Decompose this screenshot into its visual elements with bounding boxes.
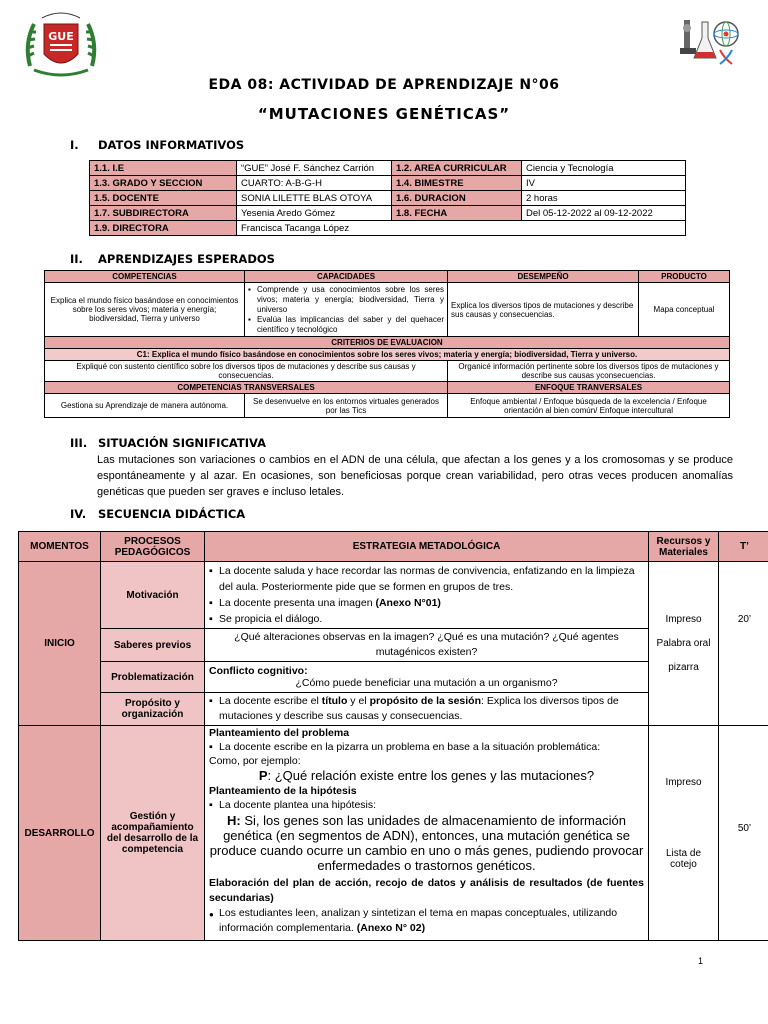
- tiempo-desarrollo: [719, 726, 768, 941]
- table-row: [19, 726, 768, 941]
- text-span: Los estudiantes leen, analizan y sintetizan el tema en mapas conceptuales, utilizando información complementaria.: [219, 907, 618, 934]
- list-item: [209, 694, 644, 724]
- table-cell: 1.4. BIMESTRE: [392, 176, 522, 191]
- page-number: 1: [698, 956, 704, 966]
- column-header: PROCESOS PEDAGÓGICOS: [101, 532, 205, 562]
- criterio-cell: Organicé información pertinente sobre los diversos tipos de mutaciones y describe sus causas yconsecuencias.: [448, 361, 730, 382]
- p-text: : ¿Qué relación existe entre los genes y las mutaciones?: [267, 768, 595, 783]
- table-cell: 1.9. DIRECTORA: [90, 221, 237, 236]
- text-span: La docente escribe el: [219, 695, 322, 707]
- table-cell: Del 05-12-2022 al 09-12-2022: [522, 206, 686, 221]
- competencia-transversal-cell: Se desenvuelve en los entornos virtuales generados por las Tics: [245, 394, 448, 418]
- list-item: [209, 906, 644, 936]
- table-cell: 1.5. DOCENTE: [90, 191, 237, 206]
- table-cell: SONIA LILETTE BLAS OTOYA: [237, 191, 392, 206]
- proposito-cell: [205, 693, 649, 726]
- section-datos-heading: [70, 138, 244, 152]
- column-header: CAPACIDADES: [245, 271, 448, 283]
- proceso-gestion: Gestión y acompañamiento del desarrollo de la competencia: [101, 726, 205, 941]
- plant-hipotesis-title: Planteamiento de la hipótesis: [209, 785, 357, 797]
- section-number: IV.: [70, 507, 87, 521]
- section-number: I.: [70, 138, 79, 152]
- situacion-paragraph: Las mutaciones son variaciones o cambios en el ADN de una célula, que afectan a los genes y a los cromosomas y se produce espontáneamente y al azar. En ocasiones, son beneficiosas porque crean variabilidad, pero otras veces producen anomalías genéticas que pueden ser graves e incluso letales.: [97, 454, 733, 498]
- list-item: ▪ Evalúa las implicancias del saber y del quehacer científico y tecnológico: [248, 315, 444, 335]
- proceso-motivacion: Motivación: [101, 562, 205, 629]
- school-crest-icon: [20, 10, 102, 80]
- producto-cell: Mapa conceptual: [639, 283, 730, 337]
- section-situacion-heading: [70, 436, 266, 450]
- table-row: [45, 394, 730, 418]
- section-secuencia-heading: [70, 507, 245, 521]
- recursos-inicio: [649, 562, 719, 726]
- como-ejemplo: Como, por ejemplo:: [209, 755, 301, 767]
- proceso-saberes: Saberes previos: [101, 629, 205, 662]
- tiempo-value: 50’: [737, 822, 752, 834]
- saberes-text: ¿Qué alteraciones observas en la imagen? ¿Qué es una mutación? ¿Qué agentes mutagénicos existen?: [205, 629, 649, 662]
- table-row: [45, 337, 730, 349]
- recurso-item: Lista de cotejo: [665, 847, 702, 870]
- tiempo-inicio: [719, 562, 768, 726]
- aprendizajes-table: [44, 270, 730, 418]
- text-span: y el: [347, 695, 370, 707]
- list-item-text: La docente presenta una imagen: [219, 597, 373, 609]
- capacidades-cell: [245, 283, 448, 337]
- column-header: COMPETENCIAS: [45, 271, 245, 283]
- conflicto-title: Conflicto cognitivo:: [209, 665, 308, 677]
- tiempo-value: 20’: [737, 613, 752, 625]
- column-header: ENFOQUE TRANVERSALES: [448, 382, 730, 394]
- section-number: II.: [70, 252, 83, 266]
- recursos-desarrollo: [649, 726, 719, 941]
- table-cell: 1.6. DURACION: [392, 191, 522, 206]
- table-row: [45, 361, 730, 382]
- section-title: SECUENCIA DIDÁCTICA: [98, 507, 246, 521]
- problematizacion-cell: [205, 662, 649, 693]
- plant-problema-title: Planteamiento del problema: [209, 727, 350, 739]
- hipotesis-text: [209, 813, 644, 873]
- table-row: [45, 283, 730, 337]
- table-row: [90, 221, 686, 236]
- list-item: ▪ La docente escribe en la pizarra un problema en base a la situación problemática:: [209, 739, 644, 755]
- desempeno-cell: Explica los diversos tipos de mutaciones y describe sus causas y consecuencias.: [448, 283, 639, 337]
- table-row: [90, 176, 686, 191]
- table-header-row: [45, 271, 730, 283]
- table-row: [45, 382, 730, 394]
- momento-inicio: INICIO: [19, 562, 101, 726]
- column-header: ESTRATEGIA METADOLÓGICA: [205, 532, 649, 562]
- section-aprendizajes-heading: [70, 252, 275, 266]
- column-header: MOMENTOS: [19, 532, 101, 562]
- column-header: Recursos y Materiales: [649, 532, 719, 562]
- recurso-item: Impreso: [665, 613, 702, 625]
- competencia-cell: Explica el mundo físico basándose en conocimientos sobre los seres vivos; materia y energía; biodiversidad, Tierra y universo: [45, 283, 245, 337]
- estrategia-cell: [205, 562, 649, 629]
- criterio-cell: Expliqué con sustento científico sobre los diversos tipos de mutaciones y describe sus causas y consecuencias.: [45, 361, 448, 382]
- table-cell: “GUE” José F. Sánchez Carrión: [237, 161, 392, 176]
- list-item: ▪ La docente plantea una hipótesis:: [209, 797, 644, 813]
- section-title: DATOS INFORMATIVOS: [98, 138, 245, 152]
- table-cell: 1.2. AREA CURRICULAR: [392, 161, 522, 176]
- anexo-ref: (Anexo N° 02): [356, 922, 426, 934]
- text-bold: título: [321, 695, 348, 707]
- momento-desarrollo: DESARROLLO: [19, 726, 101, 941]
- table-cell: CUARTO: A-B-G-H: [237, 176, 392, 191]
- competencia-transversal-cell: Gestiona su Aprendizaje de manera autónoma.: [45, 394, 245, 418]
- anexo-ref: (Anexo N°01): [375, 597, 441, 609]
- problema-text: [209, 768, 644, 783]
- proceso-proposito: Propósito y organización: [101, 693, 205, 726]
- table-cell: Yesenia Aredo Gómez: [237, 206, 392, 221]
- conflicto-text: ¿Cómo puede beneficiar una mutación a un organismo?: [295, 677, 558, 689]
- elaboracion-title: Elaboración del plan de acción, recojo de datos y análisis de resultados (de fuentes secundarias): [209, 877, 644, 904]
- column-header: DESEMPEÑO: [448, 271, 639, 283]
- table-cell: Ciencia y Tecnología: [522, 161, 686, 176]
- column-header: T’: [719, 532, 768, 562]
- table-cell: 1.8. FECHA: [392, 206, 522, 221]
- table-cell: Francisca Tacanga López: [237, 221, 686, 236]
- enfoque-cell: Enfoque ambiental / Enfoque búsqueda de la excelencia / Enfoque orientación al bien común/ Enfoque intercultural: [448, 394, 730, 418]
- criterio-c1: C1: Explica el mundo físico basándose en conocimientos sobre los seres vivos; materia y energía; biodiversidad, Tierra y universo.: [45, 349, 730, 361]
- column-header: PRODUCTO: [639, 271, 730, 283]
- table-header-row: [19, 532, 768, 562]
- datos-informativos-table: [89, 160, 686, 236]
- list-item: ▪ La docente saluda y hace recordar las normas de convivencia, enfatizando en la limpieza del aula. Posteriormente pide que se formen en grupos de tres.: [209, 563, 644, 595]
- p-label: P: [258, 768, 268, 783]
- section-title: SITUACIÓN SIGNIFICATIVA: [98, 436, 267, 450]
- recurso-item: Impreso: [665, 776, 702, 788]
- list-item: ▪ Se propicia el diálogo.: [209, 611, 644, 627]
- list-item: ▪ Comprende y usa conocimientos sobre los seres vivos; materia y energía; biodiversidad, Tierra y universo: [248, 285, 444, 315]
- table-cell: 1.3. GRADO Y SECCION: [90, 176, 237, 191]
- text-bold: propósito de la sesión: [369, 695, 482, 707]
- recurso-item: pizarra: [668, 661, 699, 673]
- secuencia-table: [18, 531, 768, 941]
- table-cell: 2 horas: [522, 191, 686, 206]
- table-cell: IV: [522, 176, 686, 191]
- proceso-problematizacion: Problematización: [101, 662, 205, 693]
- table-row: [90, 161, 686, 176]
- table-row: [45, 349, 730, 361]
- recurso-item: Palabra oral: [656, 637, 711, 649]
- table-row: [19, 562, 768, 629]
- criterios-header: CRITERIOS DE EVALUACION: [45, 337, 730, 349]
- column-header: COMPETENCIAS TRANSVERSALES: [45, 382, 448, 394]
- section-title: APRENDIZAJES ESPERADOS: [98, 252, 275, 266]
- table-cell: 1.1. I.E: [90, 161, 237, 176]
- table-cell: 1.7. SUBDIRECTORA: [90, 206, 237, 221]
- h-label: H:: [227, 813, 241, 828]
- list-item: [209, 595, 644, 611]
- h-text: Si, los genes son las unidades de almacenamiento de información genética (en segmentos de ADN), entonces, una mutación genética se produce cuando ocurre un cambio en uno o más genes, pudiendo provocar enfermedades o trastornos genéticos.: [209, 813, 644, 873]
- table-row: [90, 206, 686, 221]
- table-row: [90, 191, 686, 206]
- text-span: : Explica los diversos tipos de mutaciones y describe sus causas y consecuencias.: [219, 695, 619, 722]
- activity-title: EDA 08: ACTIVIDAD DE APRENDIZAJE N°06: [208, 77, 560, 93]
- logo-text: GUE: [48, 30, 74, 43]
- estrategia-desarrollo-cell: [205, 726, 649, 941]
- science-lab-icon: [676, 14, 746, 70]
- activity-subtitle: “MUTACIONES GENÉTICAS”: [257, 105, 511, 123]
- section-number: III.: [70, 436, 88, 450]
